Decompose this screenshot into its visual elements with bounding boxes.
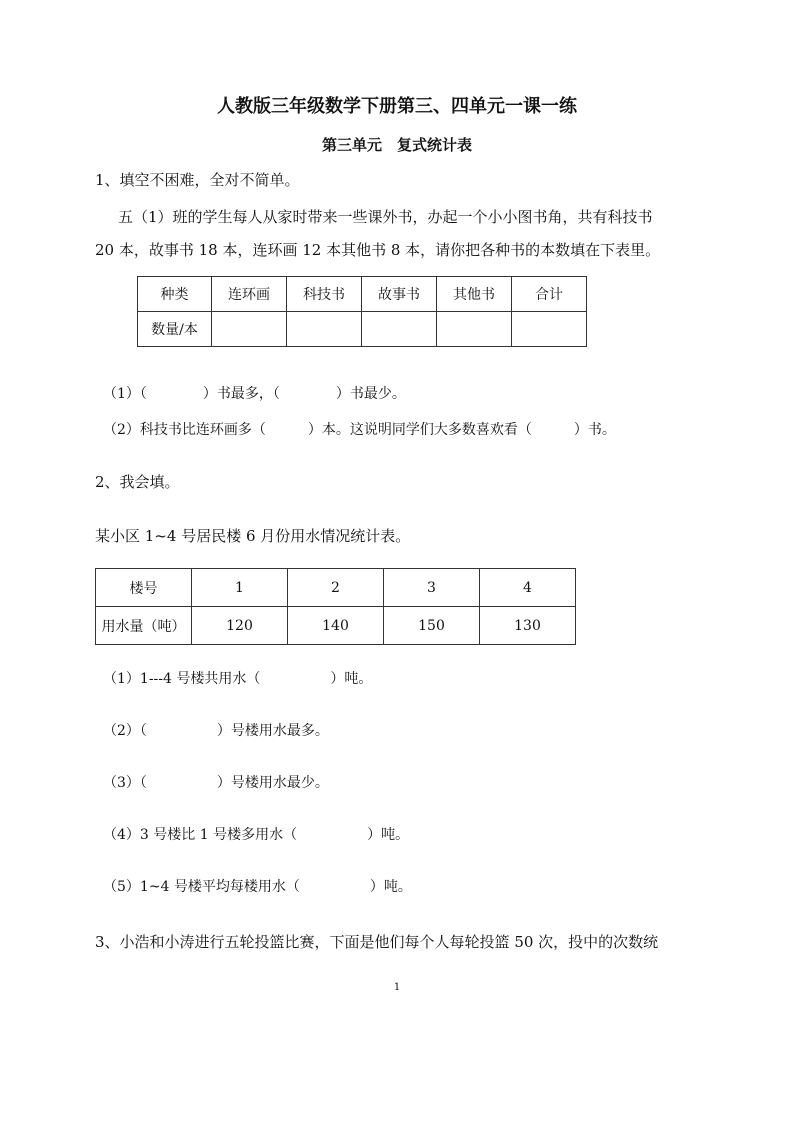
q2-sub-5: （5）1~4 号楼平均每楼用水（ ）吨。: [103, 879, 412, 895]
q1-heading: 1、填空不困难，全对不简单。: [95, 171, 300, 189]
table-cell: 130: [480, 607, 576, 645]
table-row-label: 用水量（吨）: [96, 607, 192, 645]
table-row-label: 数量/本: [138, 312, 212, 347]
q2-intro: 某小区 1~4 号居民楼 6 月份用水情况统计表。: [95, 527, 411, 545]
page-title: 人教版三年级数学下册第三、四单元一课一练: [217, 96, 577, 117]
q2-sub-3: （3）（ ）号楼用水最少。: [103, 775, 329, 791]
answer-cell[interactable]: [362, 312, 437, 347]
table-header-cell: 种类: [138, 277, 212, 312]
table-header-cell: 1: [192, 569, 288, 607]
answer-cell[interactable]: [212, 312, 287, 347]
q2-sub-2: （2）（ ）号楼用水最多。: [103, 723, 329, 739]
table-header-cell: 科技书: [287, 277, 362, 312]
q2-heading: 2、我会填。: [95, 473, 180, 491]
q3-heading: 3、小浩和小涛进行五轮投篮比赛，下面是他们每个人每轮投篮 50 次，投中的次数统: [95, 933, 659, 951]
q1-paragraph-line-2: 20 本，故事书 18 本，连环画 12 本其他书 8 本，请你把各种书的本数填在下表里。: [95, 241, 661, 259]
table-header-cell: 故事书: [362, 277, 437, 312]
q2-sub-1: （1）1---4 号楼共用水（ ）吨。: [103, 671, 373, 687]
answer-cell[interactable]: [512, 312, 587, 347]
table-row: [138, 312, 587, 347]
page-number: 1: [393, 982, 401, 993]
table-cell: 140: [288, 607, 384, 645]
table-row: [96, 569, 576, 607]
table-header-cell: 3: [384, 569, 480, 607]
q1-sub-2: （2）科技书比连环画多（ ）本。这说明同学们大多数喜欢看（ ）书。: [103, 422, 616, 438]
table-header-cell: 合计: [512, 277, 587, 312]
q1-paragraph-line-1: 五（1）班的学生每人从家时带来一些课外书，办起一个小小图书角，共有科技书: [118, 208, 653, 226]
table-header-cell: 2: [288, 569, 384, 607]
q2-sub-4: （4）3 号楼比 1 号楼多用水（ ）吨。: [103, 827, 410, 843]
water-usage-table: [95, 568, 576, 645]
table-row: [96, 607, 576, 645]
q1-sub-1: （1）（ ）书最多，（ ）书最少。: [103, 386, 406, 402]
answer-cell[interactable]: [287, 312, 362, 347]
books-table: [137, 276, 587, 347]
table-cell: 150: [384, 607, 480, 645]
table-cell: 120: [192, 607, 288, 645]
section-subtitle: 第三单元 复式统计表: [321, 136, 472, 154]
table-row: [138, 277, 587, 312]
table-header-cell: 4: [480, 569, 576, 607]
table-header-cell: 连环画: [212, 277, 287, 312]
answer-cell[interactable]: [437, 312, 512, 347]
table-header-cell: 楼号: [96, 569, 192, 607]
table-header-cell: 其他书: [437, 277, 512, 312]
